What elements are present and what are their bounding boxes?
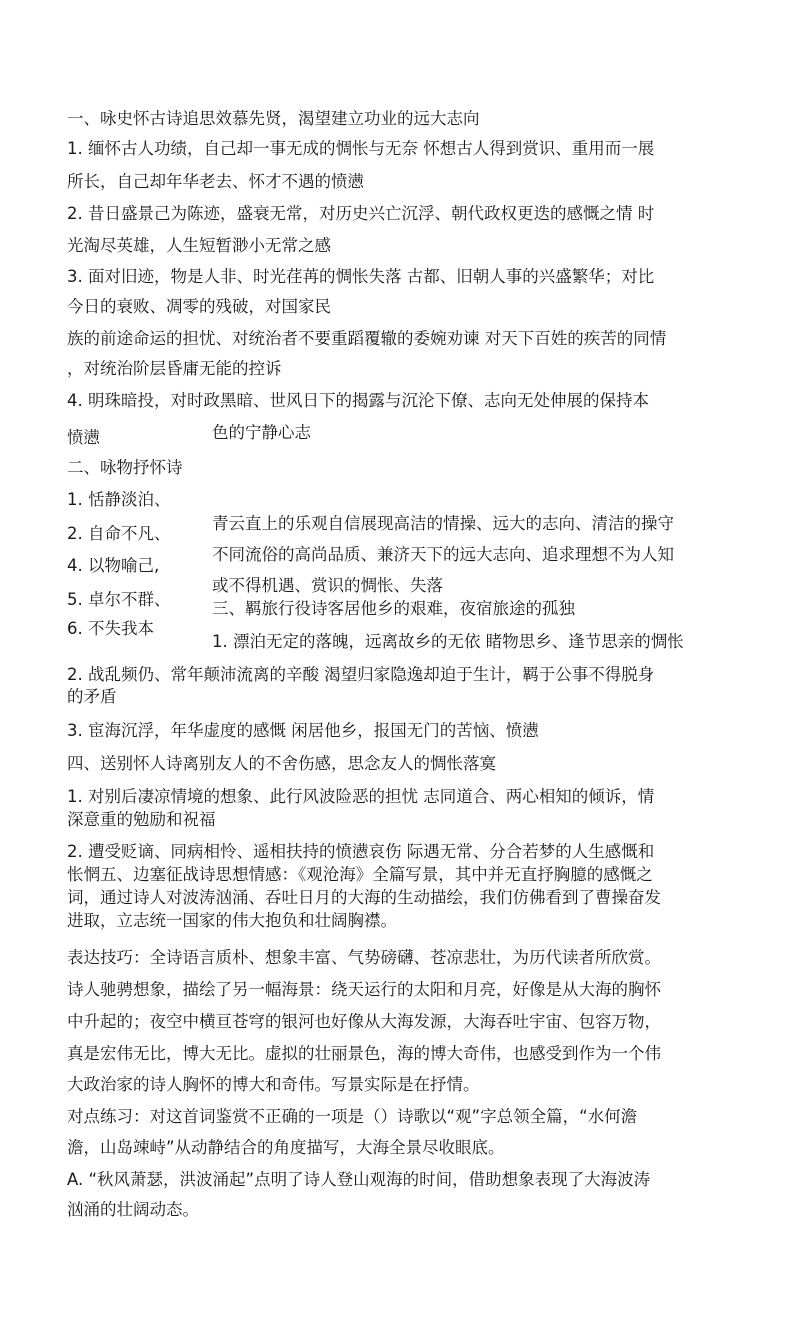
paragraph-line: 色的宁静心志 xyxy=(212,423,311,442)
paragraph-line: 或不得机遇、赏识的惆怅、失落 xyxy=(212,576,443,595)
list-item-clipped: 6. 不失我本 xyxy=(67,619,154,638)
paragraph-line: 深意重的勉励和祝福 xyxy=(67,810,216,829)
section-heading-jilv: 三、羁旅行役诗客居他乡的艰难，夜宿旅途的孤独 xyxy=(212,599,575,618)
paragraph-line: 4. 明珠暗投，对时政黑暗、世风日下的揭露与沉沦下僚、志向无处伸展的保持本 xyxy=(67,391,649,410)
paragraph-line: 2. 战乱频仍、常年颠沛流离的辛酸 渴望归家隐逸却迫于生计，羁于公事不得脱身 xyxy=(67,665,655,684)
paragraph-line: 3. 宦海沉浮，年华虚度的感慨 闲居他乡，报国无门的苦恼、愤懑 xyxy=(67,721,539,740)
paragraph-line: 大政治家的诗人胸怀的博大和奇伟。写景实际是在抒情。 xyxy=(67,1075,480,1094)
paragraph-line: 2. 昔日盛景己为陈迹，盛衰无常，对历史兴亡沉浮、朝代政权更迭的感慨之情 时 xyxy=(67,204,655,223)
list-item: 2. 自命不凡、 xyxy=(67,524,171,543)
list-item: 4. 以物喻己, xyxy=(67,556,160,575)
paragraph-line: 词，通过诗人对波涛汹涌、吞吐日月的大海的生动描绘，我们仿佛看到了曹操奋发 xyxy=(67,888,661,907)
answer-option-a: 汹涌的壮阔动态。 xyxy=(67,1200,199,1219)
exercise-question: 对点练习：对这首词鉴赏不正确的一项是（）诗歌以“观”字总领全篇，“水何澹 xyxy=(67,1107,638,1126)
section-heading-yongwu: 二、咏物抒怀诗 xyxy=(67,458,183,477)
paragraph-line: 进取，立志统一国家的伟大抱负和壮阔胸襟。 xyxy=(67,911,397,930)
list-item: 1. 恬静淡泊、 xyxy=(67,490,171,509)
paragraph-line: ，对统治阶层昏庸无能的控诉 xyxy=(67,359,282,378)
paragraph-line: 中升起的；夜空中横亘苍穹的银河也好像从大海发源，大海吞吐宇宙、包容万物， xyxy=(67,1012,661,1031)
paragraph-line: 愤懑 xyxy=(67,428,100,447)
list-item: 5. 卓尔不群、 xyxy=(67,590,171,609)
section-heading-yongshi: 一、咏史怀古诗追思效慕先贤，渴望建立功业的远大志向 xyxy=(67,109,480,128)
paragraph-line: 今日的衰败、凋零的残破，对国家民 xyxy=(67,297,331,316)
answer-option-a: A. “秋风萧瑟，洪波涌起”点明了诗人登山观海的时间，借助想象表现了大海波涛 xyxy=(67,1170,651,1189)
paragraph-line: 真是宏伟无比，博大无比。虚拟的壮丽景色，海的博大奇伟，也感受到作为一个伟 xyxy=(67,1044,661,1063)
exercise-question: 澹，山岛竦峙”从动静结合的角度描写，大海全景尽收眼底。 xyxy=(67,1138,505,1157)
paragraph-line: 诗人驰骋想象，描绘了另一幅海景：绕天运行的太阳和月亮，好像是从大海的胸怀 xyxy=(67,980,661,999)
section-heading-songbie: 四、送别怀人诗离别友人的不舍伤感，思念友人的惆怅落寞 xyxy=(67,754,496,773)
paragraph-line: 2. 遭受贬谪、同病相怜、遥相扶持的愤懑哀伤 际遇无常、分合若梦的人生感慨和 xyxy=(67,842,655,861)
paragraph-line: 表达技巧：全诗语言质朴、想象丰富、气势磅礴、苍凉悲壮，为历代读者所欣赏。 xyxy=(67,948,661,967)
paragraph-line: 的矛盾 xyxy=(67,687,117,706)
paragraph-line: 不同流俗的高尚品质、兼济天下的远大志向、追求理想不为人知 xyxy=(212,545,674,564)
paragraph-line: 族的前途命运的担忧、对统治者不要重蹈覆辙的委婉劝谏 对天下百姓的疾苦的同情 xyxy=(67,329,667,348)
paragraph-line: 光淘尽英雄，人生短暂渺小无常之感 xyxy=(67,236,331,255)
paragraph-line: 1. 缅怀古人功绩，自己却一事无成的惆怅与无奈 怀想古人得到赏识、重用而一展 xyxy=(67,139,655,158)
paragraph-line: 1. 对别后凄凉情境的想象、此行风波险恶的担忧 志同道合、两心相知的倾诉，情 xyxy=(67,787,655,806)
paragraph-line: 怅惘五、边塞征战诗思想情感：《观沧海》全篇写景，其中并无直抒胸臆的感慨之 xyxy=(67,865,653,884)
paragraph-line: 所长，自己却年华老去、怀才不遇的愤懑 xyxy=(67,172,364,191)
paragraph-line: 青云直上的乐观自信展现高洁的情操、远大的志向、清洁的操守 xyxy=(212,514,674,533)
paragraph-line: 3. 面对旧迹，物是人非、时光荏苒的惆怅失落 古都、旧朝人事的兴盛繁华；对比 xyxy=(67,267,655,286)
paragraph-line: 1. 漂泊无定的落魄，远离故乡的无依 睹物思乡、逢节思亲的惆怅 xyxy=(212,632,684,651)
